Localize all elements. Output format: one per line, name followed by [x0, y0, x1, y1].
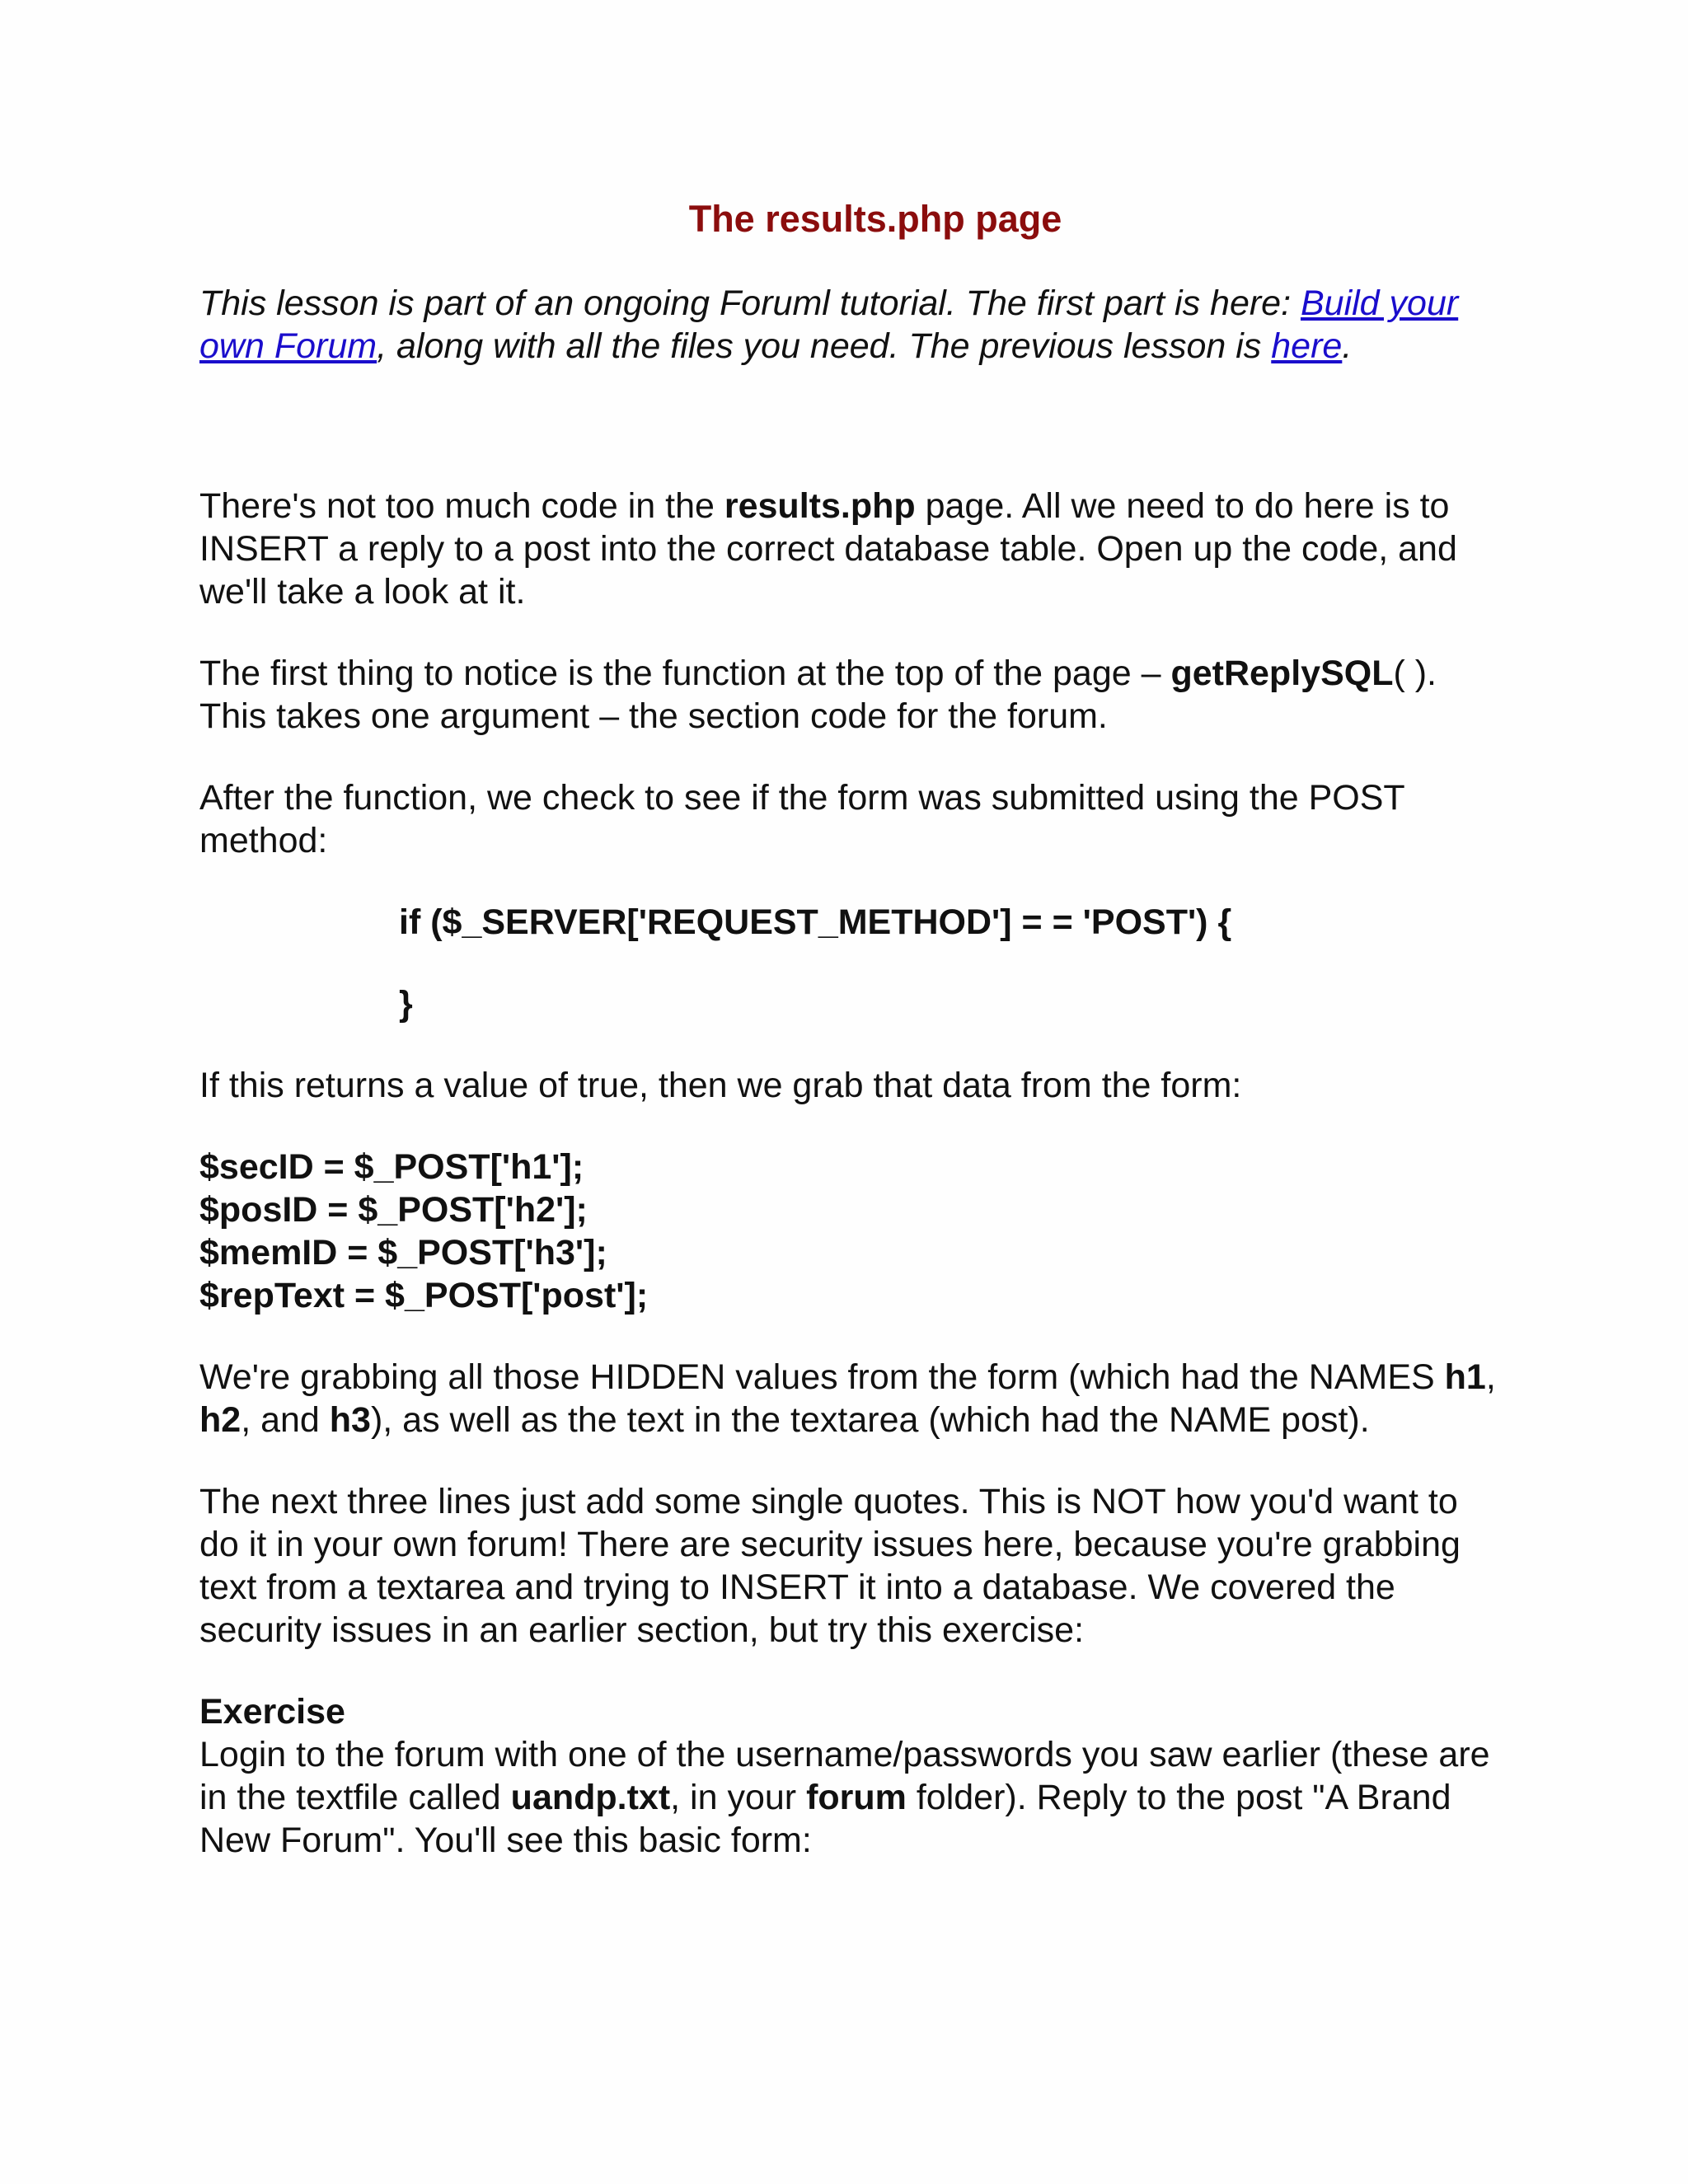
paragraph-hidden-values — [199, 1356, 1502, 1441]
spacer — [199, 1025, 1502, 1064]
paragraph-exercise — [199, 1733, 1502, 1862]
code-if-statement: if ($_SERVER['REQUEST_METHOD'] = = 'POST') { — [399, 902, 1232, 942]
spacer — [199, 738, 1502, 776]
intro-text-middle: , along with all the files you need. The previous lesson is — [377, 326, 1272, 366]
intro-paragraph — [199, 282, 1485, 368]
spacer — [199, 613, 1502, 652]
code-line: $secID = $_POST['h1']; — [199, 1147, 584, 1187]
previous-lesson-link[interactable]: here — [1271, 326, 1343, 366]
spacer — [199, 862, 1502, 901]
forum-folder-term: forum — [806, 1778, 907, 1817]
getreplysql-term: getReplySQL — [1170, 654, 1394, 693]
spacer — [199, 944, 1502, 982]
intro-text-before: This lesson is part of an ongoing Foruml tutorial. The first part is here: — [199, 284, 1301, 323]
para2-text-a: The first thing to notice is the function at the top of the page – — [199, 654, 1171, 693]
paragraph-security: The next three lines just add some single quotes. This is NOT how you'd want to do it in your own forum! There are security issues here, because you're grabbing text from a textarea and trying to INSERT it into a database. We covered the security issues in an earlier section, but try this exercise: — [199, 1482, 1461, 1650]
code-post-variables — [199, 1146, 1502, 1317]
spacer — [199, 368, 1502, 485]
paragraph-grab-data: If this returns a value of true, then we grab that data from the form: — [199, 1066, 1242, 1105]
results-php-term: results.php — [724, 486, 916, 526]
build-forum-link[interactable]: Build your own Forum — [199, 284, 1459, 366]
exercise-heading: Exercise — [199, 1692, 345, 1732]
spacer — [199, 1441, 1502, 1480]
para5-text-a: We're grabbing all those HIDDEN values from the form (which had the NAMES — [199, 1357, 1445, 1397]
para2-text-c: ( ). This takes one argument – the section code for the forum. — [199, 654, 1437, 736]
code-line: $repText = $_POST['post']; — [199, 1276, 649, 1315]
uandp-file-term: uandp.txt — [510, 1778, 671, 1817]
para1-text-a: There's not too much code in the — [199, 486, 724, 526]
h2-term: h2 — [199, 1400, 241, 1440]
para7-text-e: folder). Reply to the post "A Brand New Forum". You'll see this basic form: — [199, 1778, 1451, 1860]
spacer — [199, 1107, 1502, 1146]
intro-text-after: . — [1342, 326, 1353, 366]
para7-text-a: Login to the forum with one of the username/passwords you saw earlier (these are in the textfile called — [199, 1735, 1490, 1817]
spacer — [199, 1652, 1502, 1690]
paragraph-results-intro — [199, 485, 1502, 613]
code-line: $memID = $_POST['h3']; — [199, 1233, 607, 1272]
code-closing-brace: } — [399, 984, 413, 1024]
h3-term: h3 — [329, 1400, 371, 1440]
paragraph-post-check: After the function, we check to see if the form was submitted using the POST method: — [199, 778, 1404, 860]
h1-term: h1 — [1444, 1357, 1486, 1397]
para1-text-c: page. All we need to do here is to INSERT a reply to a post into the correct database table. Open up the code, and we'll take a look at it. — [199, 486, 1457, 612]
document-page — [199, 196, 1502, 1862]
page-title: The results.php page — [688, 198, 1062, 240]
paragraph-function — [199, 652, 1502, 738]
para5-sep: , — [1485, 1357, 1496, 1397]
spacer — [199, 1317, 1502, 1356]
para5-text-c: ), as well as the text in the textarea (which had the NAME post). — [370, 1400, 1370, 1440]
para7-text-c: , in your — [670, 1778, 807, 1817]
code-line: $posID = $_POST['h2']; — [199, 1190, 588, 1230]
para5-sep: , and — [241, 1400, 330, 1440]
